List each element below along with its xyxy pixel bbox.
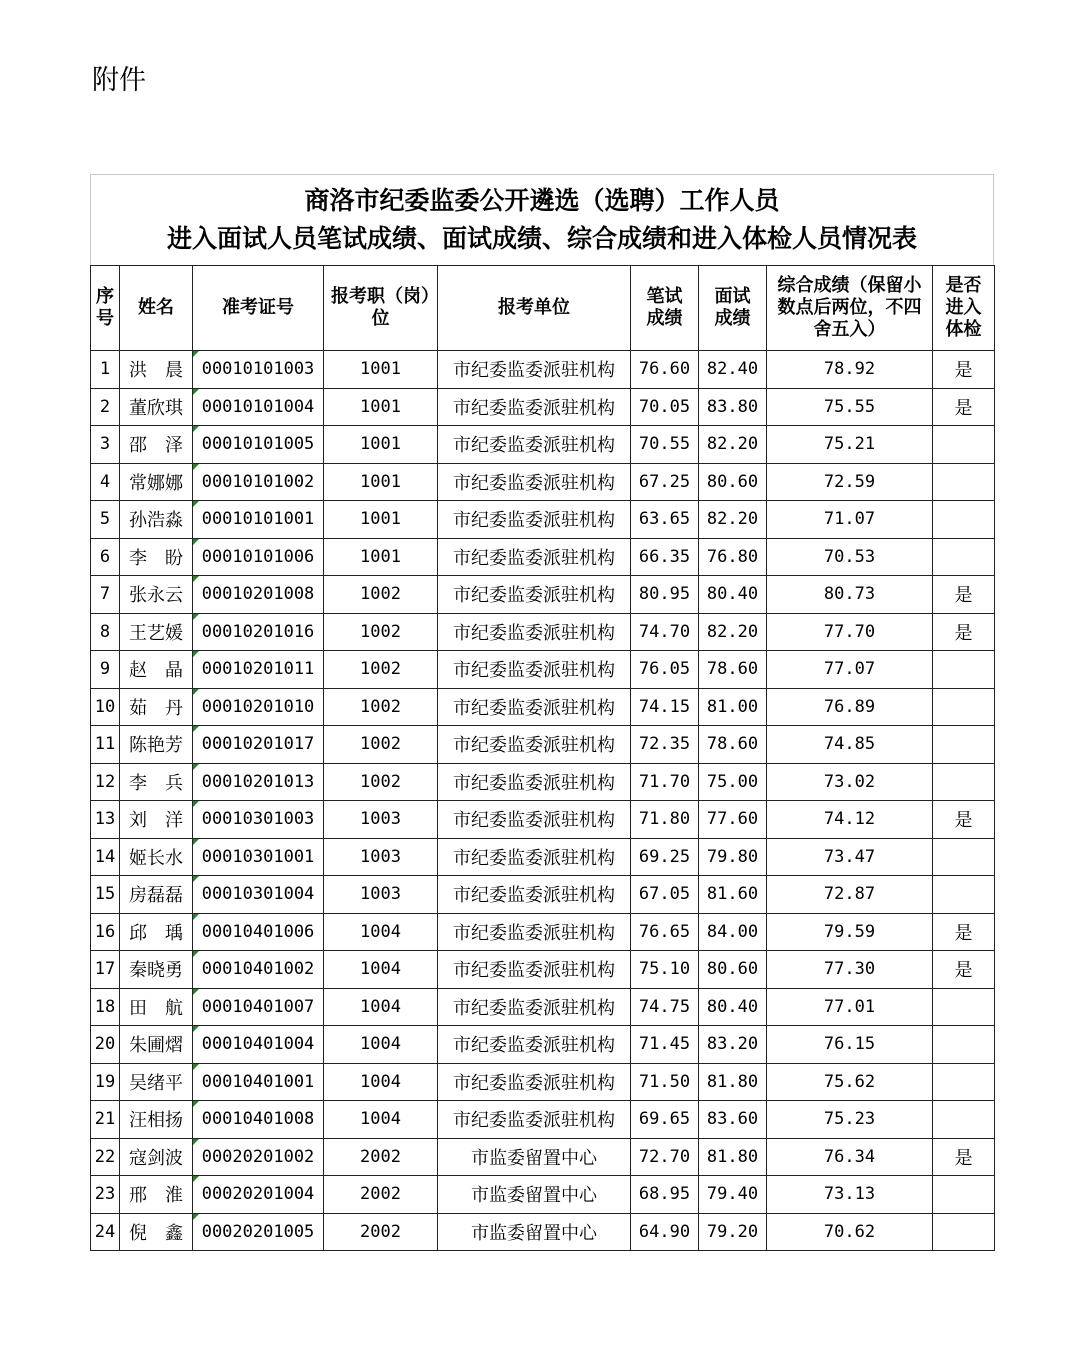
cell-written-score: 71.45 (631, 1026, 699, 1064)
cell-interview-score: 80.40 (699, 576, 767, 614)
cell-physical-exam (933, 726, 995, 764)
table-row (91, 1213, 995, 1251)
cell-interview-score: 80.40 (699, 988, 767, 1026)
cell-position: 1003 (324, 801, 438, 839)
cell-seq: 16 (91, 913, 120, 951)
cell-total-score: 74.12 (767, 801, 933, 839)
cell-seq: 15 (91, 876, 120, 914)
cell-seq: 1 (91, 351, 120, 389)
cell-ticket: 00020201005 (193, 1213, 324, 1251)
cell-ticket: 00010201017 (193, 726, 324, 764)
cell-ticket: 00020201004 (193, 1176, 324, 1214)
cell-unit: 市纪委监委派驻机构 (438, 876, 631, 914)
table-row (91, 1176, 995, 1214)
cell-interview-score: 80.60 (699, 463, 767, 501)
cell-physical-exam (933, 1026, 995, 1064)
cell-ticket: 00010101006 (193, 538, 324, 576)
cell-physical-exam (933, 1176, 995, 1214)
cell-unit: 市纪委监委派驻机构 (438, 951, 631, 989)
cell-written-score: 74.15 (631, 688, 699, 726)
cell-seq: 14 (91, 838, 120, 876)
cell-seq: 9 (91, 651, 120, 689)
cell-unit: 市纪委监委派驻机构 (438, 763, 631, 801)
cell-position: 1002 (324, 763, 438, 801)
cell-name: 李 兵 (120, 763, 193, 801)
cell-total-score: 72.59 (767, 463, 933, 501)
cell-name: 常娜娜 (120, 463, 193, 501)
cell-position: 1001 (324, 538, 438, 576)
cell-ticket: 00010401002 (193, 951, 324, 989)
table-row (91, 463, 995, 501)
cell-total-score: 78.92 (767, 351, 933, 389)
cell-unit: 市纪委监委派驻机构 (438, 726, 631, 764)
cell-written-score: 76.05 (631, 651, 699, 689)
cell-position: 1003 (324, 876, 438, 914)
cell-interview-score: 81.80 (699, 1138, 767, 1176)
cell-physical-exam (933, 538, 995, 576)
table-row (91, 1138, 995, 1176)
cell-unit: 市纪委监委派驻机构 (438, 463, 631, 501)
cell-unit: 市纪委监委派驻机构 (438, 838, 631, 876)
cell-written-score: 74.75 (631, 988, 699, 1026)
cell-position: 1002 (324, 576, 438, 614)
cell-interview-score: 79.20 (699, 1213, 767, 1251)
cell-interview-score: 83.20 (699, 1026, 767, 1064)
cell-written-score: 72.70 (631, 1138, 699, 1176)
cell-physical-exam (933, 1101, 995, 1139)
cell-written-score: 69.65 (631, 1101, 699, 1139)
title-line-2: 进入面试人员笔试成绩、面试成绩、综合成绩和进入体检人员情况表 (166, 224, 917, 253)
cell-unit: 市纪委监委派驻机构 (438, 688, 631, 726)
table-row (91, 726, 995, 764)
cell-total-score: 76.34 (767, 1138, 933, 1176)
table-row (91, 501, 995, 539)
cell-ticket: 00010201010 (193, 688, 324, 726)
cell-seq: 7 (91, 576, 120, 614)
cell-physical-exam (933, 426, 995, 464)
cell-written-score: 71.50 (631, 1063, 699, 1101)
cell-interview-score: 75.00 (699, 763, 767, 801)
table-row (91, 988, 995, 1026)
cell-name: 赵 晶 (120, 651, 193, 689)
cell-physical-exam (933, 763, 995, 801)
cell-name: 寇剑波 (120, 1138, 193, 1176)
cell-physical-exam: 是 (933, 613, 995, 651)
results-table (90, 265, 995, 1251)
cell-total-score: 77.70 (767, 613, 933, 651)
cell-total-score: 70.62 (767, 1213, 933, 1251)
cell-written-score: 67.25 (631, 463, 699, 501)
cell-position: 2002 (324, 1213, 438, 1251)
cell-physical-exam: 是 (933, 576, 995, 614)
cell-total-score: 75.21 (767, 426, 933, 464)
cell-physical-exam (933, 988, 995, 1026)
table-row (91, 613, 995, 651)
cell-physical-exam (933, 463, 995, 501)
table-body (91, 351, 995, 1251)
cell-position: 1001 (324, 426, 438, 464)
cell-position: 1004 (324, 1063, 438, 1101)
cell-name: 朱圃熠 (120, 1026, 193, 1064)
cell-physical-exam: 是 (933, 388, 995, 426)
cell-physical-exam: 是 (933, 801, 995, 839)
cell-unit: 市监委留置中心 (438, 1138, 631, 1176)
cell-seq: 4 (91, 463, 120, 501)
cell-written-score: 75.10 (631, 951, 699, 989)
cell-interview-score: 80.60 (699, 951, 767, 989)
cell-unit: 市纪委监委派驻机构 (438, 1101, 631, 1139)
cell-written-score: 76.60 (631, 351, 699, 389)
cell-name: 刘 洋 (120, 801, 193, 839)
header-unit: 报考单位 (438, 266, 631, 351)
cell-position: 1001 (324, 463, 438, 501)
header-written: 笔试成绩 (631, 266, 699, 351)
cell-ticket: 00020201002 (193, 1138, 324, 1176)
cell-unit: 市纪委监委派驻机构 (438, 388, 631, 426)
header-interview: 面试成绩 (699, 266, 767, 351)
cell-ticket: 00010301004 (193, 876, 324, 914)
cell-seq: 3 (91, 426, 120, 464)
cell-interview-score: 76.80 (699, 538, 767, 576)
cell-name: 邢 淮 (120, 1176, 193, 1214)
cell-seq: 6 (91, 538, 120, 576)
cell-interview-score: 81.60 (699, 876, 767, 914)
table-title (90, 174, 994, 265)
cell-unit: 市纪委监委派驻机构 (438, 576, 631, 614)
cell-total-score: 71.07 (767, 501, 933, 539)
cell-written-score: 68.95 (631, 1176, 699, 1214)
cell-name: 洪 晨 (120, 351, 193, 389)
cell-unit: 市纪委监委派驻机构 (438, 913, 631, 951)
cell-total-score: 73.02 (767, 763, 933, 801)
cell-written-score: 64.90 (631, 1213, 699, 1251)
cell-total-score: 76.15 (767, 1026, 933, 1064)
cell-position: 1002 (324, 651, 438, 689)
table-row (91, 876, 995, 914)
cell-written-score: 74.70 (631, 613, 699, 651)
header-row (91, 266, 995, 351)
cell-interview-score: 82.20 (699, 426, 767, 464)
cell-total-score: 74.85 (767, 726, 933, 764)
cell-physical-exam (933, 838, 995, 876)
cell-ticket: 00010201016 (193, 613, 324, 651)
cell-written-score: 71.80 (631, 801, 699, 839)
header-seq: 序号 (91, 266, 120, 351)
header-position: 报考职（岗）位 (324, 266, 438, 351)
cell-ticket: 00010101001 (193, 501, 324, 539)
cell-position: 1002 (324, 726, 438, 764)
cell-name: 李 盼 (120, 538, 193, 576)
cell-position: 1004 (324, 951, 438, 989)
table-row (91, 688, 995, 726)
cell-name: 董欣琪 (120, 388, 193, 426)
cell-seq: 22 (91, 1138, 120, 1176)
table-row (91, 763, 995, 801)
cell-ticket: 00010201011 (193, 651, 324, 689)
cell-total-score: 77.07 (767, 651, 933, 689)
cell-ticket: 00010301003 (193, 801, 324, 839)
cell-seq: 19 (91, 1063, 120, 1101)
cell-unit: 市纪委监委派驻机构 (438, 988, 631, 1026)
cell-position: 2002 (324, 1138, 438, 1176)
cell-unit: 市纪委监委派驻机构 (438, 651, 631, 689)
cell-interview-score: 81.00 (699, 688, 767, 726)
cell-physical-exam (933, 651, 995, 689)
cell-physical-exam (933, 501, 995, 539)
cell-name: 姬长水 (120, 838, 193, 876)
cell-name: 田 航 (120, 988, 193, 1026)
cell-total-score: 75.55 (767, 388, 933, 426)
cell-unit: 市纪委监委派驻机构 (438, 538, 631, 576)
cell-position: 1004 (324, 1026, 438, 1064)
cell-ticket: 00010201013 (193, 763, 324, 801)
cell-total-score: 75.23 (767, 1101, 933, 1139)
cell-position: 1004 (324, 913, 438, 951)
cell-seq: 13 (91, 801, 120, 839)
table-row (91, 351, 995, 389)
cell-interview-score: 78.60 (699, 651, 767, 689)
cell-total-score: 79.59 (767, 913, 933, 951)
cell-unit: 市纪委监委派驻机构 (438, 351, 631, 389)
results-sheet (90, 174, 994, 1251)
cell-name: 王艺媛 (120, 613, 193, 651)
cell-interview-score: 81.80 (699, 1063, 767, 1101)
cell-name: 吴绪平 (120, 1063, 193, 1101)
cell-seq: 21 (91, 1101, 120, 1139)
cell-ticket: 00010101002 (193, 463, 324, 501)
cell-ticket: 00010401001 (193, 1063, 324, 1101)
table-row (91, 388, 995, 426)
cell-unit: 市纪委监委派驻机构 (438, 1063, 631, 1101)
cell-physical-exam (933, 1213, 995, 1251)
cell-total-score: 73.13 (767, 1176, 933, 1214)
cell-total-score: 77.01 (767, 988, 933, 1026)
cell-interview-score: 82.20 (699, 501, 767, 539)
table-row (91, 1026, 995, 1064)
cell-position: 1003 (324, 838, 438, 876)
cell-physical-exam: 是 (933, 951, 995, 989)
cell-total-score: 75.62 (767, 1063, 933, 1101)
cell-name: 孙浩淼 (120, 501, 193, 539)
table-row (91, 913, 995, 951)
cell-written-score: 80.95 (631, 576, 699, 614)
cell-unit: 市监委留置中心 (438, 1176, 631, 1214)
cell-interview-score: 82.20 (699, 613, 767, 651)
cell-seq: 8 (91, 613, 120, 651)
cell-position: 1001 (324, 388, 438, 426)
attachment-label: 附件 (92, 65, 146, 96)
cell-ticket: 00010401006 (193, 913, 324, 951)
cell-physical-exam: 是 (933, 1138, 995, 1176)
cell-total-score: 73.47 (767, 838, 933, 876)
cell-total-score: 77.30 (767, 951, 933, 989)
cell-seq: 17 (91, 951, 120, 989)
cell-physical-exam (933, 1063, 995, 1101)
cell-written-score: 71.70 (631, 763, 699, 801)
cell-seq: 5 (91, 501, 120, 539)
cell-seq: 2 (91, 388, 120, 426)
header-name: 姓名 (120, 266, 193, 351)
cell-interview-score: 84.00 (699, 913, 767, 951)
cell-seq: 10 (91, 688, 120, 726)
table-row (91, 651, 995, 689)
header-ticket: 准考证号 (193, 266, 324, 351)
cell-ticket: 00010101003 (193, 351, 324, 389)
cell-seq: 20 (91, 1026, 120, 1064)
cell-physical-exam: 是 (933, 351, 995, 389)
cell-physical-exam: 是 (933, 913, 995, 951)
cell-name: 邱 瑀 (120, 913, 193, 951)
cell-seq: 24 (91, 1213, 120, 1251)
cell-position: 2002 (324, 1176, 438, 1214)
cell-position: 1002 (324, 688, 438, 726)
table-row (91, 1101, 995, 1139)
cell-total-score: 80.73 (767, 576, 933, 614)
cell-ticket: 00010101004 (193, 388, 324, 426)
cell-ticket: 00010401008 (193, 1101, 324, 1139)
cell-written-score: 66.35 (631, 538, 699, 576)
cell-ticket: 00010301001 (193, 838, 324, 876)
cell-unit: 市纪委监委派驻机构 (438, 501, 631, 539)
table-row (91, 576, 995, 614)
cell-seq: 12 (91, 763, 120, 801)
cell-unit: 市监委留置中心 (438, 1213, 631, 1251)
cell-name: 陈艳芳 (120, 726, 193, 764)
table-row (91, 426, 995, 464)
cell-ticket: 00010401007 (193, 988, 324, 1026)
table-row (91, 838, 995, 876)
cell-total-score: 76.89 (767, 688, 933, 726)
cell-written-score: 70.05 (631, 388, 699, 426)
header-physical: 是否进入体检 (933, 266, 995, 351)
cell-interview-score: 83.80 (699, 388, 767, 426)
cell-total-score: 72.87 (767, 876, 933, 914)
cell-interview-score: 77.60 (699, 801, 767, 839)
cell-ticket: 00010101005 (193, 426, 324, 464)
cell-name: 秦晓勇 (120, 951, 193, 989)
cell-written-score: 67.05 (631, 876, 699, 914)
cell-ticket: 00010401004 (193, 1026, 324, 1064)
cell-physical-exam (933, 688, 995, 726)
cell-physical-exam (933, 876, 995, 914)
table-row (91, 538, 995, 576)
cell-seq: 18 (91, 988, 120, 1026)
cell-interview-score: 79.80 (699, 838, 767, 876)
cell-seq: 23 (91, 1176, 120, 1214)
cell-unit: 市纪委监委派驻机构 (438, 801, 631, 839)
cell-total-score: 70.53 (767, 538, 933, 576)
cell-unit: 市纪委监委派驻机构 (438, 613, 631, 651)
cell-name: 倪 鑫 (120, 1213, 193, 1251)
cell-position: 1004 (324, 988, 438, 1026)
cell-written-score: 63.65 (631, 501, 699, 539)
cell-written-score: 72.35 (631, 726, 699, 764)
cell-interview-score: 83.60 (699, 1101, 767, 1139)
cell-interview-score: 78.60 (699, 726, 767, 764)
cell-unit: 市纪委监委派驻机构 (438, 1026, 631, 1064)
table-row (91, 1063, 995, 1101)
cell-seq: 11 (91, 726, 120, 764)
cell-written-score: 76.65 (631, 913, 699, 951)
cell-name: 房磊磊 (120, 876, 193, 914)
cell-name: 茹 丹 (120, 688, 193, 726)
cell-position: 1001 (324, 501, 438, 539)
cell-name: 汪相扬 (120, 1101, 193, 1139)
cell-unit: 市纪委监委派驻机构 (438, 426, 631, 464)
cell-name: 邵 泽 (120, 426, 193, 464)
cell-name: 张永云 (120, 576, 193, 614)
title-line-1: 商洛市纪委监委公开遴选（选聘）工作人员 (304, 186, 780, 215)
header-total: 综合成绩（保留小数点后两位，不四舍五入） (767, 266, 933, 351)
cell-written-score: 70.55 (631, 426, 699, 464)
cell-position: 1002 (324, 613, 438, 651)
cell-ticket: 00010201008 (193, 576, 324, 614)
cell-interview-score: 79.40 (699, 1176, 767, 1214)
cell-interview-score: 82.40 (699, 351, 767, 389)
table-row (91, 801, 995, 839)
cell-position: 1001 (324, 351, 438, 389)
cell-written-score: 69.25 (631, 838, 699, 876)
cell-position: 1004 (324, 1101, 438, 1139)
table-row (91, 951, 995, 989)
